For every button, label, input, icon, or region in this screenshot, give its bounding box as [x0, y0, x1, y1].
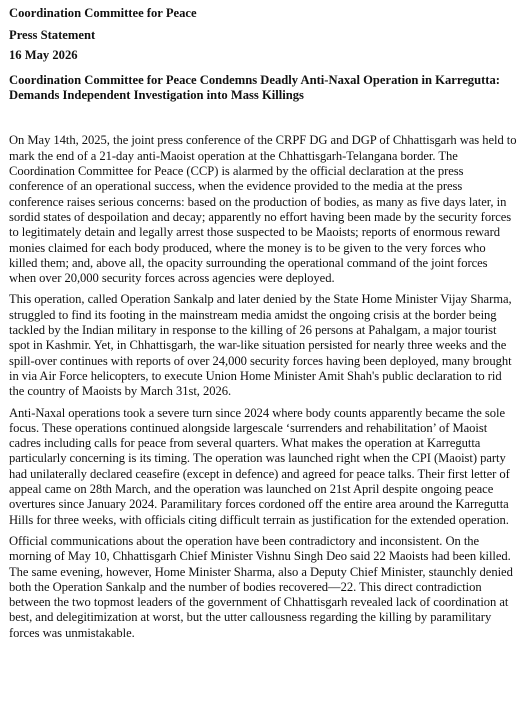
- press-statement-page: [9, 6, 517, 647]
- paragraph: Official communications about the operation have been contradictory and inconsistent. On the morning of May 10, Chhattisgarh Chief Minister Vishnu Singh Deo said 22 Maoists had been killed. The same evening, however, Home Minister Sharma, also a Deputy Chief Minister, staunchly denied both the Operation Sankalp and the number of bodies recovered—22. This direct contradiction between the two topmost leaders of the government of Chhattisgarh revealed lack of coordination at best, and delegitimization at worst, but the utter callousness regarding the killing by paramilitary forces was unmistakable.: [9, 533, 513, 640]
- statement-title: Coordination Committee for Peace Condemns Deadly Anti-Naxal Operation in Karregutta: Demands Independent Investigation into Mass Killings: [9, 72, 500, 103]
- statement-body: [9, 133, 517, 641]
- paragraph: On May 14th, 2025, the joint press conference of the CRPF DG and DGP of Chhattisgarh was held to mark the end of a 21-day anti-Maoist operation at the Chhattisgarh-Telangana border. The Coordination Committee for Peace (CCP) is alarmed by the official declaration at the press conference of an operational success, when the evidence provided to the media at the press conference raises serious concerns: based on the production of bodies, as many as five days later, in sordid states of despoilation and decay; apparently no effort having been made by the security forces to legitimately detain and legally arrest those suspected to be Maoists; reports of enormous reward monies claimed for each body produced, where the money is to be given to the very forces who killed them; and, above all, the opacity surrounding the operational command of the joint forces when over 20,000 security forces across agencies were deployed.: [9, 133, 517, 286]
- statement-date: 16 May 2026: [9, 47, 78, 62]
- paragraph: This operation, called Operation Sankalp and later denied by the State Home Minister Vijay Sharma, struggled to find its footing in the mainstream media amidst the ongoing crisis at the border being tackled by the Indian military in response to the killing of 26 persons at Pahalgam, a major tourist spot in Kashmir. Yet, in Chhattisgarh, the war-like situation persisted for nearly three weeks and the spill-over continues with reports of over 24,000 security forces having been deployed, many brought in via Air Force helicopters, to execute Union Home Minister Amit Shah's public declaration to rid the country of Maoists by March 31st, 2026.: [9, 292, 512, 399]
- organization-name: Coordination Committee for Peace: [9, 6, 197, 20]
- document-type: Press Statement: [9, 28, 96, 43]
- paragraph: Anti-Naxal operations took a severe turn since 2024 where body counts apparently became the sole focus. These operations continued alongside largescale ‘surrenders and rehabilitation’ of Maoist cadres including calls for peace from several quarters. What makes the operation at Karregutta particularly concerning is its timing. The operation was launched right when the CPI (Maoist) party had unilaterally declared ceasefire (except in defence) and agreed for peace talks. Their first letter of appeal came on 28th March, and the operation was launched on 21st April despite ongoing peace overtures since January 2024. Paramilitary forces cordoned off the entire area around the Karregutta Hills for three weeks, with officials citing difficult terrain as justification for the extended operation.: [9, 405, 510, 527]
